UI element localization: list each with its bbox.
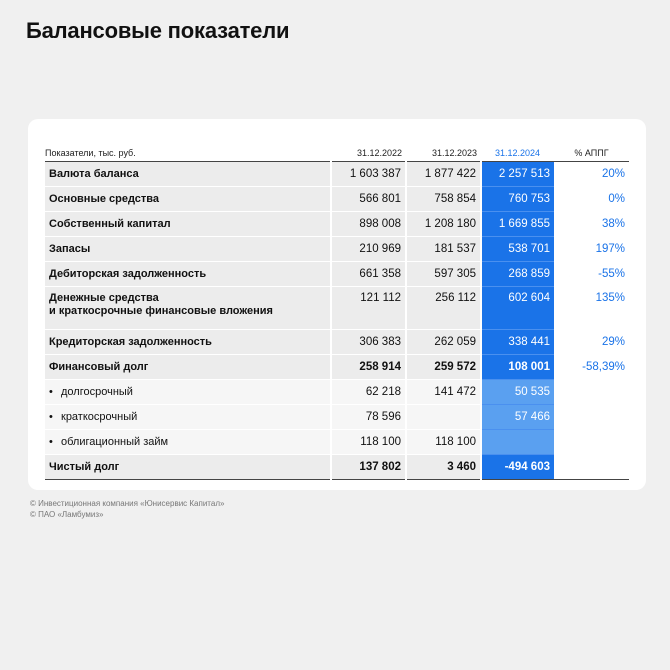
table-row [45, 355, 629, 380]
value-2024: 760 753 [481, 187, 554, 212]
table-row [45, 455, 629, 480]
value-2024: 2 257 513 [481, 162, 554, 187]
row-label [45, 380, 331, 405]
value-yoy: 20% [554, 162, 629, 187]
row-label: Запасы [45, 237, 331, 262]
row-label: Собственный капитал [45, 212, 331, 237]
value-yoy: -58,39% [554, 355, 629, 380]
table-row [45, 237, 629, 262]
value-yoy [554, 380, 629, 405]
page-title: Балансовые показатели [26, 18, 290, 43]
value-2022: 306 383 [331, 330, 406, 355]
value-2023: 1 208 180 [406, 212, 481, 237]
table-row [45, 262, 629, 287]
value-2022: 898 008 [331, 212, 406, 237]
value-yoy [554, 430, 629, 455]
table-row [45, 330, 629, 355]
row-label: Основные средства [45, 187, 331, 212]
header-2023: 31.12.2023 [406, 141, 481, 162]
value-2022: 137 802 [331, 455, 406, 480]
bullet-icon: • [49, 386, 53, 398]
value-2024: 338 441 [481, 330, 554, 355]
header-2022: 31.12.2022 [331, 141, 406, 162]
value-2024: 57 466 [481, 405, 554, 430]
value-2024: -494 603 [481, 455, 554, 480]
bullet-icon: • [49, 436, 53, 448]
row-label [45, 430, 331, 455]
value-2022: 121 112 [331, 287, 406, 330]
row-label-line1: Денежные средства [49, 292, 159, 304]
value-2023: 262 059 [406, 330, 481, 355]
row-label-text: краткосрочный [61, 411, 138, 423]
value-2022: 62 218 [331, 380, 406, 405]
table-row [45, 380, 629, 405]
table-row [45, 430, 629, 455]
value-2024: 538 701 [481, 237, 554, 262]
value-2024: 108 001 [481, 355, 554, 380]
value-2023: 1 877 422 [406, 162, 481, 187]
value-2024: 268 859 [481, 262, 554, 287]
table-row [45, 187, 629, 212]
value-yoy: 0% [554, 187, 629, 212]
value-yoy: 197% [554, 237, 629, 262]
copyright-line-1: © Инвестиционная компания «Юнисервис Капитал» [30, 499, 225, 508]
value-2023: 597 305 [406, 262, 481, 287]
value-2022: 78 596 [331, 405, 406, 430]
row-label-text: долгосрочный [61, 386, 133, 398]
value-yoy: -55% [554, 262, 629, 287]
header-indicator: Показатели, тыс. руб. [45, 141, 331, 162]
value-yoy: 135% [554, 287, 629, 330]
header-2024: 31.12.2024 [481, 141, 554, 162]
balance-card [28, 119, 646, 490]
value-2024: 1 669 855 [481, 212, 554, 237]
row-label: Дебиторская задолженность [45, 262, 331, 287]
value-yoy: 29% [554, 330, 629, 355]
header-yoy: % АППГ [554, 141, 629, 162]
row-label: Чистый долг [45, 455, 331, 480]
row-label: Финансовый долг [45, 355, 331, 380]
row-label [45, 287, 331, 330]
row-label: Валюта баланса [45, 162, 331, 187]
table-header-row [45, 141, 629, 162]
value-2024: 602 604 [481, 287, 554, 330]
value-2023: 181 537 [406, 237, 481, 262]
value-yoy [554, 405, 629, 430]
value-2022: 566 801 [331, 187, 406, 212]
value-2024: 50 535 [481, 380, 554, 405]
table-row [45, 212, 629, 237]
value-2023: 256 112 [406, 287, 481, 330]
table-row [45, 162, 629, 187]
value-2022: 258 914 [331, 355, 406, 380]
table-row [45, 405, 629, 430]
row-label-text: облигационный займ [61, 436, 169, 448]
row-label: Кредиторская задолженность [45, 330, 331, 355]
value-2022: 210 969 [331, 237, 406, 262]
bullet-icon: • [49, 411, 53, 423]
value-yoy: 38% [554, 212, 629, 237]
footer-copyright [30, 498, 224, 520]
balance-table [45, 141, 629, 480]
value-yoy [554, 455, 629, 480]
value-2023: 3 460 [406, 455, 481, 480]
value-2023 [406, 405, 481, 430]
value-2023: 118 100 [406, 430, 481, 455]
value-2024 [481, 430, 554, 455]
value-2023: 141 472 [406, 380, 481, 405]
copyright-line-2: © ПАО «Ламбумиз» [30, 510, 104, 519]
value-2023: 259 572 [406, 355, 481, 380]
value-2023: 758 854 [406, 187, 481, 212]
value-2022: 118 100 [331, 430, 406, 455]
row-label [45, 405, 331, 430]
row-label-line2: и краткосрочные финансовые вложения [49, 305, 273, 317]
value-2022: 1 603 387 [331, 162, 406, 187]
value-2022: 661 358 [331, 262, 406, 287]
table-row [45, 287, 629, 330]
